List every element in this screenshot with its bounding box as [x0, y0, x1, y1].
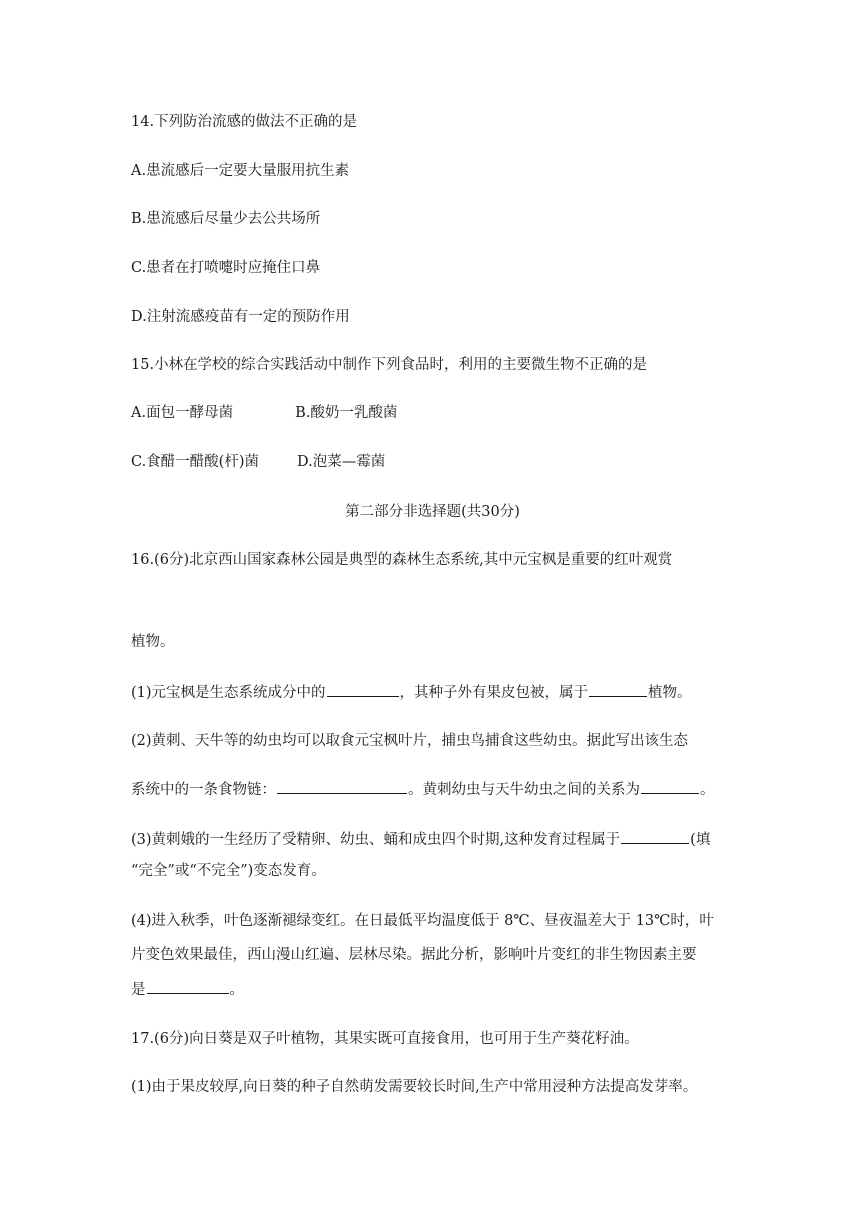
q14-stem: 14.下列防治流感的做法不正确的是 [131, 114, 358, 130]
q15-option-b: B.酸奶一乳酸菌 [295, 405, 398, 421]
answer-blank[interactable] [327, 682, 399, 697]
q16-p3-text-a: (3)黄刺娥的一生经历了受精卵、幼虫、蛹和成虫四个时期,这种发育过程属于 [131, 832, 621, 848]
q16-p1-text-b: ，其种子外有果皮包被，属于 [399, 685, 589, 701]
q14-option-b: B.患流感后尽量少去公共场所 [131, 211, 321, 227]
q16-part-1 [131, 682, 692, 703]
q16-p4-text-b: 。 [229, 982, 244, 998]
q16-part-3-line-1 [131, 829, 710, 850]
q15-option-c: C.食醋一醋酸(杆)菌 [131, 454, 260, 470]
q16-p4-line-1: (4)进入秋季，叶色逐渐褪绿变红。在日最低平均温度低于 8℃、昼夜温差大于 13℃时，叶 [131, 913, 714, 929]
q15-option-a: A.面包一酵母菌 [131, 405, 234, 421]
q16-p1-text-c: 植物。 [648, 685, 692, 701]
q14-option-c: C.患者在打喷嚏时应掩住口鼻 [131, 260, 321, 276]
answer-blank[interactable] [621, 829, 689, 844]
q16-p4-text-a: 是 [131, 982, 146, 998]
q16-p2-text-a: 系统中的一条食物链： [131, 782, 276, 798]
q15-stem: 15.小林在学校的综合实践活动中制作下列食品时，利用的主要微生物不正确的是 [131, 357, 648, 373]
answer-blank[interactable] [277, 779, 407, 794]
q16-p2-text-c: 。 [700, 782, 715, 798]
section-title: 第二部分非选择题(共30分) [345, 504, 520, 520]
q14-option-a: A.患流感后一定要大量服用抗生素 [131, 163, 350, 179]
q16-p3-line-2: “完全”或“不完全”)变态发育。 [131, 863, 326, 879]
answer-blank[interactable] [641, 779, 699, 794]
answer-blank[interactable] [589, 682, 647, 697]
answer-blank[interactable] [147, 979, 229, 994]
q16-part-2-line-2 [131, 779, 715, 800]
q15-option-d: D.泡菜—霉菌 [297, 454, 386, 470]
q16-p3-text-b: (填 [690, 832, 711, 848]
q16-stem-line-2: 植物。 [131, 634, 175, 650]
q16-stem-line-1: 16.(6分)北京西山国家森林公园是典型的森林生态系统,其中元宝枫是重要的红叶观赏 [131, 552, 673, 568]
q17-stem: 17.(6分)向日葵是双子叶植物，其果实既可直接食用，也可用于生产葵花籽油。 [131, 1031, 639, 1047]
q15-options-row-1 [131, 403, 397, 423]
q15-options-row-2 [131, 452, 385, 472]
q17-part-1: (1)由于果皮较厚,向日葵的种子自然萌发需要较长时间,生产中常用浸种方法提高发芽率。 [131, 1079, 698, 1095]
q14-option-d: D.注射流感疫苗有一定的预防作用 [131, 309, 350, 325]
q16-p2-line-1: (2)黄刺、天牛等的幼虫均可以取食元宝枫叶片，捕虫鸟捕食这些幼虫。据此写出该生态 [131, 733, 689, 749]
q16-p4-line-2: 片变色效果最佳，西山漫山红遍、层林尽染。据此分析，影响叶片变红的非生物因素主要 [131, 947, 697, 963]
q16-part-4-line-3 [131, 979, 244, 1000]
q16-p2-text-b: 。黄刺幼虫与天牛幼虫之间的关系为 [408, 782, 640, 798]
q16-p1-text-a: (1)元宝枫是生态系统成分中的 [131, 685, 326, 701]
